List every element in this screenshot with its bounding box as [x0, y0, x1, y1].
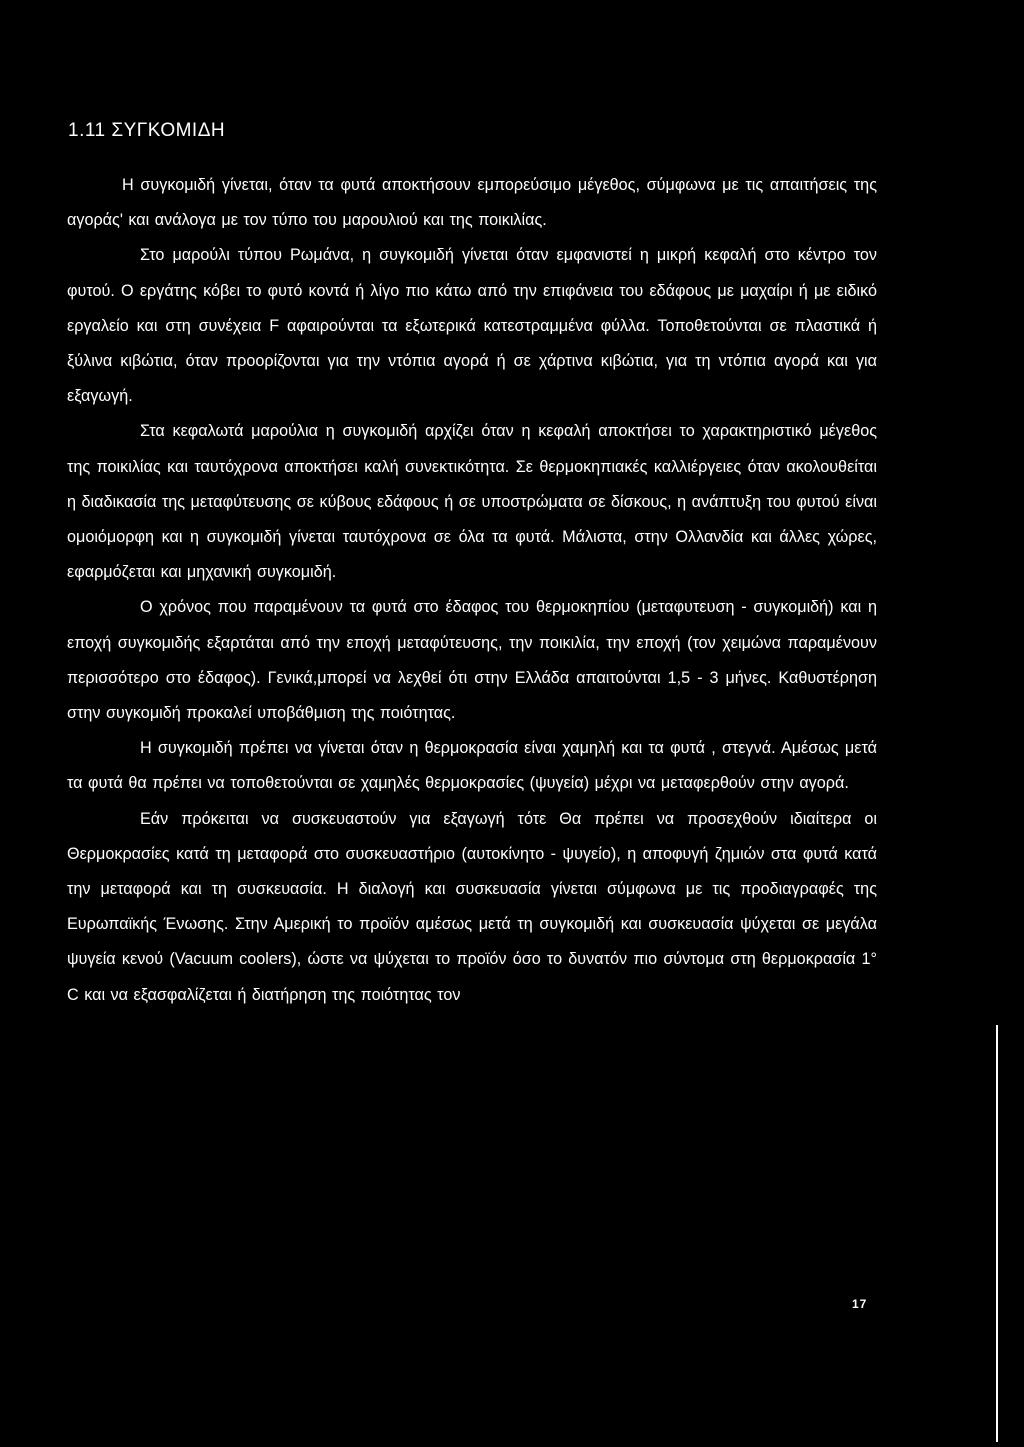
section-title: 1.11 ΣΥΓΚΟΜΙΔΗ	[68, 120, 226, 141]
margin-rule	[996, 1025, 998, 1442]
page-number: 17	[852, 1297, 868, 1311]
paragraph-4: Ο χρόνος που παραμένουν τα φυτά στο έδαφος του θερμοκηπίου (μεταφυτευση - συγκομιδή) και η εποχή συγκομιδής εξαρτάται από την εποχή μεταφύτευσης, την ποικιλία, την εποχή (τον χειμώνα παραμένουν περισσότερο στο έδαφος). Γενικά,μπορεί να λεχθεί ότι στην Ελλάδα απαιτούνται 1,5 - 3 μήνες. Καθυστέρηση στην συγκομιδή προκαλεί υποβάθμιση της ποιότητας.	[67, 598, 877, 723]
paragraph-2: Στο μαρούλι τύπου Ρωμάνα, η συγκομιδή γίνεται όταν εμφανιστεί η μικρή κεφαλή στο κέντρο τον φυτού. Ο εργάτης κόβει το φυτό κοντά ή λίγο πιο κάτω από την επιφάνεια του εδάφους με μαχαίρι ή με ειδικό εργαλείο και στη συνέχεια F αφαιρούνται τα εξωτερικά κατεστραμμένα φύλλα. Τοποθετούνται σε πλαστικά ή ξύλινα κιβώτια, όταν προορίζονται για την ντόπια αγορά ή σε χάρτινα κιβώτια, για τη ντόπια αγορά και για εξαγωγή.	[67, 246, 877, 406]
paragraph-6: Εάν πρόκειται να συσκευαστούν για εξαγωγή τότε Θα πρέπει να προσεχθούν ιδιαίτερα οι Θερμοκρασίες κατά τη μεταφορά στο συσκευαστήριο (αυτοκίνητο - ψυγείο), η αποφυγή ζημιών στα φυτά κατά την μεταφορά και τη συσκευασία. Η διαλογή και συσκευασία γίνεται σύμφωνα με τις προδιαγραφές της Ευρωπαϊκής Ένωσης. Στην Αμερική το προϊόν αμέσως μετά τη συγκομιδή και συσκευασία ψύχεται σε μεγάλα ψυγεία κενού (Vacuum coolers), ώστε να ψύχεται το προϊόν όσο το δυνατόν πιο σύντομα στη θερμοκρασία 1° C και να εξασφαλίζεται ή διατήρηση της ποιότητας τον	[67, 809, 877, 1004]
body-text	[67, 168, 877, 1013]
paragraph-5: Η συγκομιδή πρέπει να γίνεται όταν η θερμοκρασία είναι χαμηλή και τα φυτά , στεγνά. Αμέσως μετά τα φυτά θα πρέπει να τοποθετούνται σε χαμηλές θερμοκρασίες (ψυγεία) μέχρι να μεταφερθούν στην αγορά.	[67, 739, 877, 793]
paragraph-3: Στα κεφαλωτά μαρούλια η συγκομιδή αρχίζει όταν η κεφαλή αποκτήσει το χαρακτηριστικό μέγεθος της ποικιλίας και ταυτόχρονα αποκτήσει καλή συνεκτικότητα. Σε θερμοκηπιακές καλλιέργειες όταν ακολουθείται η διαδικασία της μεταφύτευσης σε κύβους εδάφους ή σε υποστρώματα σε δίσκους, η ανάπτυξη του φυτού είναι ομοιόμορφη και η συγκομιδή γίνεται ταυτόχρονα σε όλα τα φυτά. Μάλιστα, στην Ολλανδία και άλλες χώρες, εφαρμόζεται και μηχανική συγκομιδή.	[67, 422, 877, 582]
paragraph-1: Η συγκομιδή γίνεται, όταν τα φυτά αποκτήσουν εμπορεύσιμο μέγεθος, σύμφωνα με τις απαιτήσεις της αγοράς' και ανάλογα με τον τύπο του μαρουλιού και της ποικιλίας.	[67, 176, 877, 230]
